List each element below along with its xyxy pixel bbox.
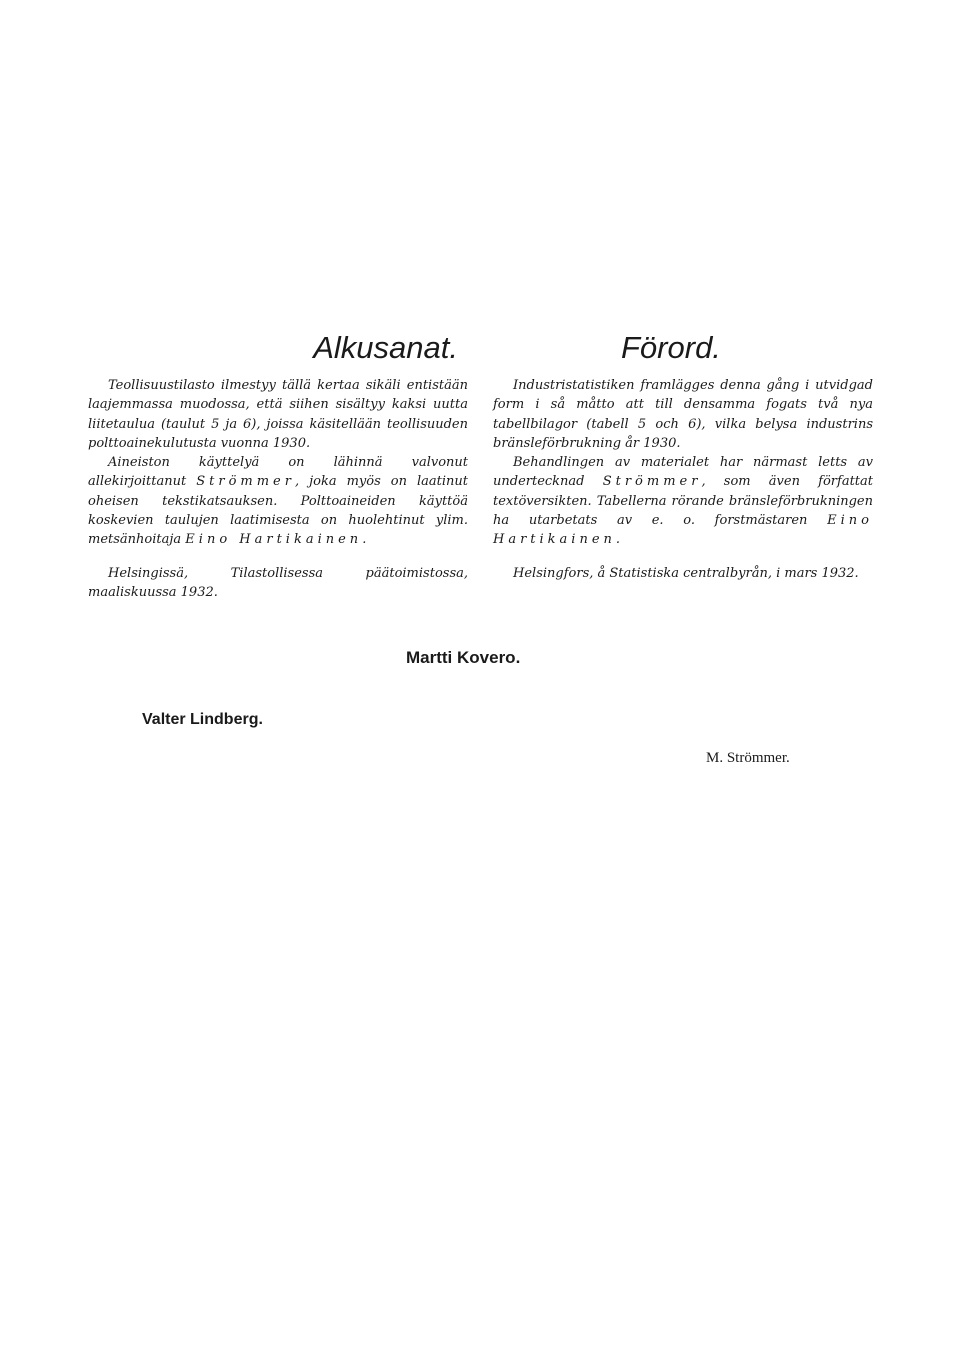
finnish-p2-text-a: Aineiston käyttelyä on lähinnä valvonut allekirjoittanut — [88, 455, 468, 490]
finnish-p2-text-c: . — [362, 532, 367, 548]
signature-strommer: M. Strömmer. — [706, 750, 790, 766]
swedish-paragraph-2 — [493, 453, 873, 549]
swedish-p2-name-strommer: Strömmer — [602, 474, 702, 490]
swedish-preface — [493, 328, 873, 583]
finnish-paragraph-1: Teollisuustilasto ilmestyy tällä kertaa sikäli entistään laajemmassa muodossa, että siihen sisältyy kaksi uutta liitetaulua (taulut 5 ja 6), joissa käsitellään teollisuuden polttoainekulutusta vuonna 1930. — [88, 378, 468, 451]
signature-lindberg: Valter Lindberg. — [142, 711, 263, 728]
swedish-p2-name-hartikainen: Eino Hartikainen — [493, 513, 873, 548]
finnish-place-date: Helsingissä, Tilastollisessa päätoimistossa, maaliskuussa 1932. — [88, 565, 468, 600]
finnish-preface — [88, 328, 468, 602]
swedish-p2-text-a: Behandlingen av materialet har närmast letts av undertecknad — [493, 455, 873, 490]
finnish-p2-name-hartikainen: Eino Hartikainen — [185, 532, 363, 548]
swedish-heading: Förord. — [621, 330, 721, 365]
swedish-place-date: Helsingfors, å Statistiska centralbyrån, i mars 1932. — [513, 565, 859, 581]
signature-kovero: Martti Kovero. — [406, 648, 521, 667]
swedish-p2-text-c: . — [615, 532, 621, 548]
finnish-p2-name-strommer: Strömmer — [196, 474, 295, 490]
finnish-paragraph-2 — [88, 453, 468, 549]
finnish-p2-text-b: , joka myös on laatinut oheisen tekstikatsauksen. Polttoaineiden käyttöä koskevien taulujen laatimisesta on huolehtinut ylim. metsänhoitaja — [88, 474, 469, 548]
swedish-p2-text-b: , som även författat textöversikten. Tabellerna rörande bränsleförbrukningen ha utarbetats av e. o. forstmästaren — [493, 474, 873, 529]
finnish-heading: Alkusanat. — [313, 330, 458, 365]
swedish-paragraph-1: Industristatistiken framlägges denna gång i utvidgad form i så måtto att till densamma fogats två nya tabellbilagor (tabell 5 och 6), vilka belysa industrins bränsleförbrukning år 1930. — [493, 378, 873, 451]
